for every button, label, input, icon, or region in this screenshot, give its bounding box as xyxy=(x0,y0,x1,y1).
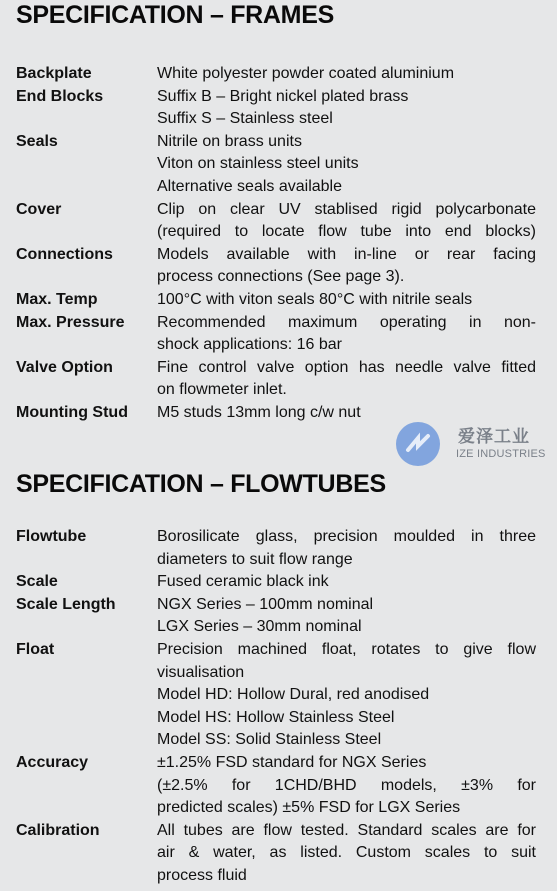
spec-label: Flowtube xyxy=(16,528,87,545)
spec-value-line: Model HD: Hollow Dural, red anodised xyxy=(157,686,430,704)
spec-value-line: LGX Series – 30mm nominal xyxy=(157,618,362,636)
spec-value xyxy=(157,571,536,594)
spec-value-line: Viton on stainless steel units xyxy=(157,155,359,173)
frames-heading: SPECIFICATION – FRAMES xyxy=(16,1,334,29)
spec-value-line: M5 studs 13mm long c/w nut xyxy=(157,403,361,421)
spec-label: End Blocks xyxy=(16,87,104,105)
spec-label: Float xyxy=(16,640,55,658)
logo-english-text: IZE INDUSTRIES xyxy=(456,448,546,460)
spec-label: Seals xyxy=(16,132,58,150)
spec-row xyxy=(16,244,536,289)
spec-value-line: on flowmeter inlet. xyxy=(157,381,287,399)
spec-value-line: process connections (See page 3). xyxy=(157,268,405,286)
frames-spec-table xyxy=(16,63,536,425)
spec-row xyxy=(16,63,536,86)
spec-value xyxy=(157,244,536,289)
spec-value xyxy=(157,820,536,888)
spec-value-line: (required to locate flow tube into end blocks) xyxy=(157,223,536,241)
spec-value-line: Borosilicate glass, precision moulded in three xyxy=(157,528,536,545)
spec-value xyxy=(157,86,536,131)
spec-value-line: Suffix B – Bright nickel plated brass xyxy=(157,87,409,105)
spec-value-line: All tubes are flow tested. Standard scales are for xyxy=(157,821,536,839)
watermark-logo xyxy=(396,422,556,466)
flowtubes-heading: SPECIFICATION – FLOWTUBES xyxy=(16,470,386,498)
spec-label: Max. Temp xyxy=(16,290,98,308)
spec-value xyxy=(157,639,536,752)
spec-value-line: Recommended maximum operating in non- xyxy=(157,313,536,331)
spec-value xyxy=(157,199,536,244)
spec-label: Scale xyxy=(16,573,58,591)
spec-value-line: Model SS: Solid Stainless Steel xyxy=(157,731,382,749)
spec-row xyxy=(16,199,536,244)
spec-row xyxy=(16,752,536,820)
spec-value-line: Fine control valve option has needle valve fitted xyxy=(157,358,536,376)
spec-row xyxy=(16,526,536,571)
spec-value-line: Clip on clear UV stablised rigid polycarbonate xyxy=(157,200,536,218)
spec-value-line: ±1.25% FSD standard for NGX Series xyxy=(157,753,427,771)
spec-value xyxy=(157,131,536,199)
spec-value-line: Fused ceramic black ink xyxy=(157,573,329,591)
spec-label: Mounting Stud xyxy=(16,403,128,421)
spec-value xyxy=(157,357,536,402)
spec-value-line: Models available with in-line or rear facing xyxy=(157,245,536,263)
spec-value-line: 100°C with viton seals 80°C with nitrile seals xyxy=(157,290,473,308)
spec-value-line: Nitrile on brass units xyxy=(157,132,302,150)
spec-row xyxy=(16,289,536,312)
spec-value xyxy=(157,312,536,357)
spec-value-line: Model HS: Hollow Stainless Steel xyxy=(157,708,395,726)
spec-row xyxy=(16,312,536,357)
logo-arrow-icon xyxy=(396,422,440,466)
logo-chinese-text: 爱泽工业 xyxy=(458,427,530,447)
spec-row xyxy=(16,86,536,131)
spec-row xyxy=(16,131,536,199)
spec-value xyxy=(157,63,536,86)
spec-label: Scale Length xyxy=(16,595,116,613)
spec-label: Valve Option xyxy=(16,358,113,376)
spec-value-line: predicted scales) ±5% FSD for LGX Series xyxy=(157,799,461,817)
spec-label: Calibration xyxy=(16,821,100,839)
spec-value xyxy=(157,594,536,639)
spec-value-line: air & water, as listed. Custom scales to suit xyxy=(157,844,536,862)
spec-value-line: (±2.5% for 1CHD/BHD models, ±3% for xyxy=(157,776,536,794)
flowtubes-spec-table xyxy=(16,526,536,888)
spec-value-line: diameters to suit flow range xyxy=(157,550,353,568)
spec-value-line: White polyester powder coated aluminium xyxy=(157,65,455,82)
spec-label: Max. Pressure xyxy=(16,313,125,331)
spec-row xyxy=(16,594,536,639)
spec-label: Backplate xyxy=(16,65,92,82)
spec-value-line: shock applications: 16 bar xyxy=(157,336,342,354)
spec-row xyxy=(16,639,536,752)
spec-label: Accuracy xyxy=(16,753,89,771)
spec-value-line: process fluid xyxy=(157,866,247,884)
spec-value xyxy=(157,752,536,820)
spec-row xyxy=(16,357,536,402)
spec-row xyxy=(16,571,536,594)
spec-value-line: Alternative seals available xyxy=(157,177,342,195)
spec-value xyxy=(157,289,536,312)
spec-value xyxy=(157,526,536,571)
spec-value-line: visualisation xyxy=(157,663,245,681)
spec-value-line: Suffix S – Stainless steel xyxy=(157,110,333,128)
spec-value-line: Precision machined float, rotates to give flow xyxy=(157,640,536,658)
spec-label: Cover xyxy=(16,200,62,218)
spec-row xyxy=(16,820,536,888)
spec-value-line: NGX Series – 100mm nominal xyxy=(157,595,374,613)
spec-label: Connections xyxy=(16,245,113,263)
